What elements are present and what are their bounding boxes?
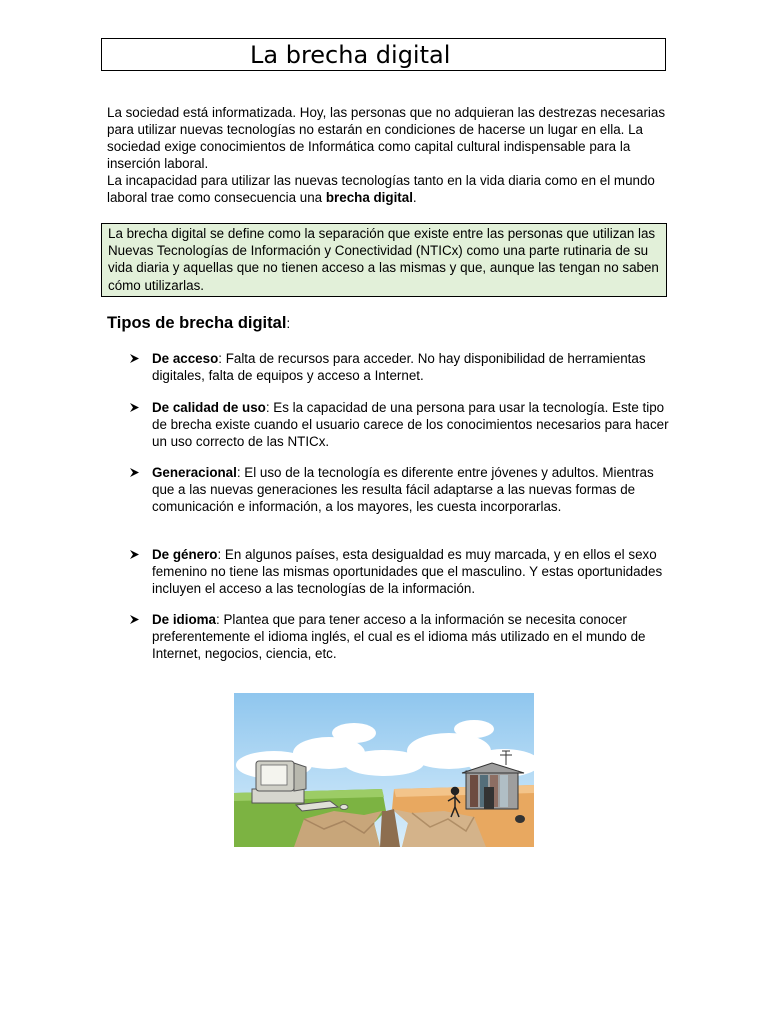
page-title: La brecha digital: [250, 41, 451, 69]
arrowhead-bullet-icon: [129, 546, 141, 563]
type-description: : En algunos países, esta desigualdad es muy marcada, y en ellos el sexo femenino no tiene las mismas oportunidades que el masculino. Y estas oportunidades incluyen el acceso a las tecnologías de la información.: [152, 547, 663, 596]
section-heading: [107, 313, 290, 333]
type-description: : Falta de recursos para acceder. No hay disponibilidad de herramientas digitales, falta de equipos y acceso a Internet.: [152, 351, 646, 383]
section-heading-text: Tipos de brecha digital: [107, 314, 287, 332]
intro-p2-end: .: [412, 190, 417, 205]
type-term: De acceso: [152, 351, 219, 366]
arrowhead-bullet-icon: [129, 464, 141, 481]
type-term: De calidad de uso: [152, 400, 266, 415]
digital-divide-illustration: [234, 693, 534, 847]
type-description: : El uso de la tecnología es diferente entre jóvenes y adultos. Mientras que a las nuevas generaciones les resulta fácil adaptarse a las nuevas formas de comunicación e información, a los mayores, les cuesta incorporarlas.: [152, 465, 654, 514]
arrowhead-bullet-icon: [129, 350, 141, 367]
list-item: [152, 546, 672, 597]
type-description: : Es la capacidad de una persona para usar la tecnología. Este tipo de brecha existe cuando el usuario carece de los conocimientos necesarios para hacer un uso correcto de las NTICx.: [152, 400, 669, 449]
definition-box: La brecha digital se define como la separación que existe entre las personas que utilizan las Nuevas Tecnologías de Información y Conectividad (NTICx) como una parte rutinaria de su vida diaria y aquellas que no tienen acceso a las mismas y que, aunque las tengan no saben cómo utilizarlas.: [101, 223, 667, 297]
section-heading-colon: :: [286, 315, 291, 331]
arrowhead-bullet-icon: [129, 399, 141, 416]
title-box: [101, 38, 666, 71]
list-item: [152, 350, 672, 384]
intro-text: [107, 104, 667, 206]
intro-p2-emphasis: brecha digital: [325, 190, 413, 205]
type-term: De género: [152, 547, 218, 562]
type-term: De idioma: [152, 612, 216, 627]
type-description: : Plantea que para tener acceso a la información se necesita conocer preferentemente el idioma inglés, el cual es el idioma más utilizado en el mundo de Internet, negocios, ciencia, etc.: [152, 612, 646, 661]
intro-p2-text: La incapacidad para utilizar las nuevas tecnologías tanto en la vida diaria como en el mundo laboral trae como consecuencia una: [107, 173, 655, 205]
type-term: Generacional: [152, 465, 237, 480]
list-item: [152, 464, 672, 515]
list-item: [152, 611, 672, 662]
list-item: [152, 399, 672, 450]
intro-paragraph-1: La sociedad está informatizada. Hoy, las personas que no adquieran las destrezas necesarias para utilizar nuevas tecnologías no estarán en condiciones de hacerse un lugar en ella. La sociedad exige conocimientos de Informática como capital cultural indispensable para la inserción laboral.: [107, 105, 666, 171]
arrowhead-bullet-icon: [129, 611, 141, 628]
intro-paragraph-2: [107, 172, 667, 206]
